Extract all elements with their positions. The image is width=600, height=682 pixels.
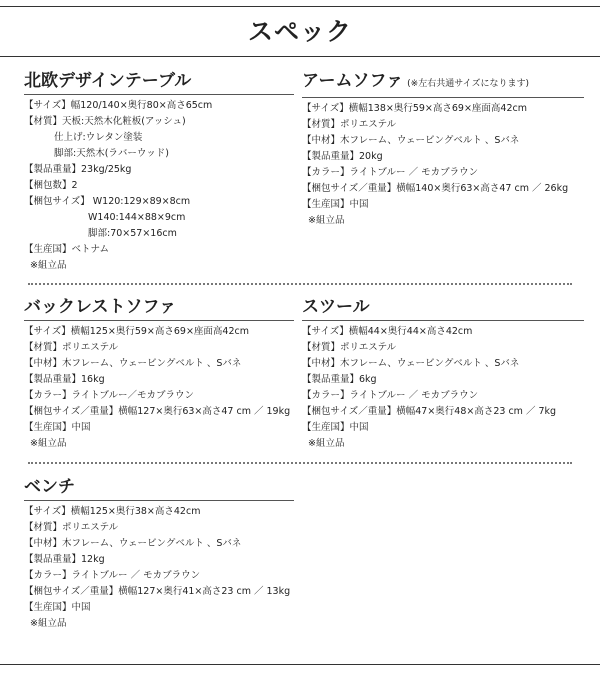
top-rule bbox=[0, 6, 600, 7]
spec-line: 【材質】天板:天然木化粧板(アッシュ) bbox=[24, 116, 186, 127]
spec-line: 【材質】ポリエステル bbox=[24, 522, 119, 533]
spec-line: 【製品重量】20kg bbox=[302, 151, 383, 162]
section-bench bbox=[24, 476, 294, 632]
spec-line: 仕上げ:ウレタン塗装 bbox=[54, 132, 143, 143]
spec-line: 【生産国】中国 bbox=[24, 602, 91, 613]
spec-line: 【サイズ】横幅44×奥行44×高さ42cm bbox=[302, 326, 473, 337]
heading-underline bbox=[24, 94, 294, 95]
spec-line: 【製品重量】12kg bbox=[24, 554, 105, 565]
spec-line: 【材質】ポリエステル bbox=[302, 342, 397, 353]
section-arm-sofa bbox=[302, 70, 584, 229]
spec-line: 【材質】ポリエステル bbox=[24, 342, 119, 353]
assembly-note: ※組立品 bbox=[30, 438, 67, 449]
spec-line: 【サイズ】横幅125×奥行38×高さ42cm bbox=[24, 506, 201, 517]
spec-line: 【梱包サイズ／重量】横幅127×奥行41×高さ23 cm ／ 13kg bbox=[24, 586, 291, 597]
spec-line: 【中材】木フレーム、ウェービングベルト 、Sバネ bbox=[302, 135, 520, 146]
page-title: スペック bbox=[247, 17, 352, 46]
spec-line: 【材質】ポリエステル bbox=[302, 119, 397, 130]
dotted-divider bbox=[28, 283, 572, 285]
title-rule bbox=[0, 56, 600, 57]
spec-line: 【製品重量】23kg/25kg bbox=[24, 164, 132, 175]
spec-line: 【カラー】ライトブルー／モカブラウン bbox=[24, 390, 195, 401]
section-heading-text: アームソファ bbox=[302, 71, 404, 91]
section-stool bbox=[302, 296, 584, 452]
heading-note: (※左右共通サイズになります) bbox=[407, 79, 530, 89]
heading-underline bbox=[302, 97, 584, 98]
assembly-note: ※組立品 bbox=[30, 618, 67, 629]
spec-line: 【製品重量】6kg bbox=[302, 374, 377, 385]
spec-line: 【カラー】ライトブルー ／ モカブラウン bbox=[302, 390, 479, 401]
spec-line: 【サイズ】横幅138×奥行59×高さ69×座面高42cm bbox=[302, 103, 527, 114]
spec-line: 【サイズ】幅120/140×奥行80×高さ65cm bbox=[24, 100, 213, 111]
spec-line: 脚部:天然木(ラバーウッド) bbox=[54, 148, 169, 159]
spec-line: 【梱包数】2 bbox=[24, 180, 78, 191]
spec-line: 【カラー】ライトブルー ／ モカブラウン bbox=[302, 167, 479, 178]
spec-line: W140:144×88×9cm bbox=[88, 212, 186, 223]
section-heading bbox=[302, 70, 584, 95]
spec-line: 【生産国】ベトナム bbox=[24, 244, 110, 255]
heading-underline bbox=[24, 320, 294, 321]
dotted-divider bbox=[28, 462, 572, 464]
section-heading: バックレストソファ bbox=[24, 297, 177, 317]
spec-line: 【カラー】ライトブルー ／ モカブラウン bbox=[24, 570, 201, 581]
spec-line: 【生産国】中国 bbox=[24, 422, 91, 433]
spec-line: 【サイズ】横幅125×奥行59×高さ69×座面高42cm bbox=[24, 326, 249, 337]
assembly-note: ※組立品 bbox=[30, 260, 67, 271]
section-backrest-sofa bbox=[24, 296, 294, 452]
assembly-note: ※組立品 bbox=[308, 438, 345, 449]
spec-line: 【梱包サイズ／重量】横幅127×奥行63×高さ47 cm ／ 19kg bbox=[24, 406, 291, 417]
assembly-note: ※組立品 bbox=[308, 215, 345, 226]
spec-line: 【生産国】中国 bbox=[302, 199, 369, 210]
section-table bbox=[24, 70, 294, 274]
spec-line: 脚部:70×57×16cm bbox=[88, 228, 177, 239]
bottom-rule bbox=[0, 664, 600, 665]
spec-line: 【中材】木フレーム、ウェービングベルト 、Sバネ bbox=[24, 358, 242, 369]
heading-underline bbox=[24, 500, 294, 501]
spec-line: 【製品重量】16kg bbox=[24, 374, 105, 385]
spec-line: 【梱包サイズ】 W120:129×89×8cm bbox=[24, 196, 191, 207]
spec-line: 【生産国】中国 bbox=[302, 422, 369, 433]
section-heading: 北欧デザインテーブル bbox=[24, 71, 192, 91]
spec-line: 【中材】木フレーム、ウェービングベルト 、Sバネ bbox=[24, 538, 242, 549]
spec-line: 【梱包サイズ／重量】横幅140×奥行63×高さ47 cm ／ 26kg bbox=[302, 183, 569, 194]
section-heading: ベンチ bbox=[24, 477, 75, 497]
heading-underline bbox=[302, 320, 584, 321]
spec-line: 【中材】木フレーム、ウェービングベルト 、Sバネ bbox=[302, 358, 520, 369]
section-heading: スツール bbox=[302, 297, 370, 317]
spec-line: 【梱包サイズ／重量】横幅47×奥行48×高さ23 cm ／ 7kg bbox=[302, 406, 557, 417]
